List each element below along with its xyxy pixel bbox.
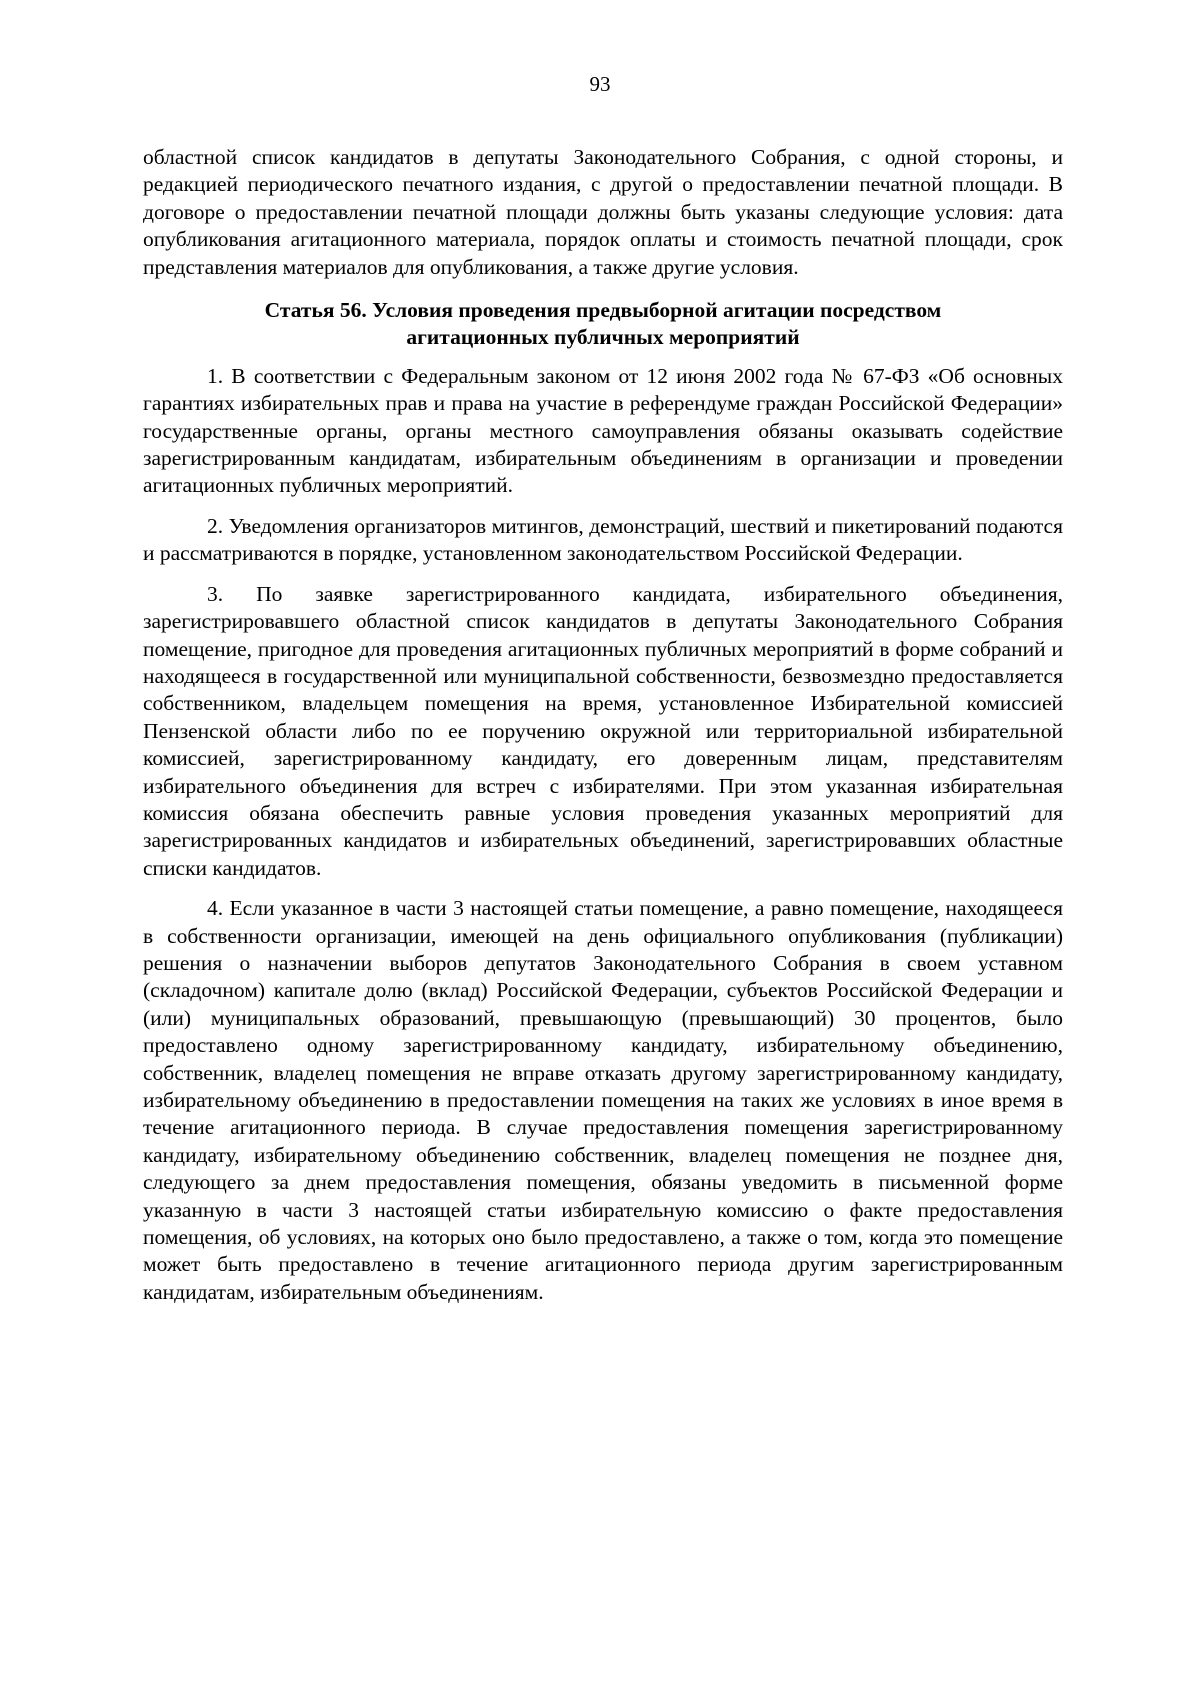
article-paragraph-1: 1. В соответствии с Федеральным законом от 12 июня 2002 года № 67-ФЗ «Об основных гарантиях избирательных прав и права на участие в референдуме граждан Российской Федерации» государственные органы, органы местного самоуправления обязаны оказывать содействие зарегистрированным кандидатам, избирательным объединениям в организации и проведении агитационных публичных мероприятий. bbox=[143, 363, 1063, 498]
document-body bbox=[143, 144, 1063, 1319]
article-paragraph-2: 2. Уведомления организаторов митингов, демонстраций, шествий и пикетирований подаются и рассматриваются в порядке, установленном законодательством Российской Федерации. bbox=[143, 513, 1063, 566]
article-heading-line-2: агитационных публичных мероприятий bbox=[406, 325, 800, 350]
article-heading-line-1: Статья 56. Условия проведения предвыборной агитации посредством bbox=[264, 298, 942, 323]
article-paragraph-4: 4. Если указанное в части 3 настоящей статьи помещение, а равно помещение, находящееся в собственности организации, имеющей на день официального опубликования (публикации) решения о назначении выборов депутатов Законодательного Собрания в своем уставном (складочном) капитале долю (вклад) Российской Федерации, субъектов Российской Федерации и (или) муниципальных образований, превышающую (превышающий) 30 процентов, было предоставлено одному зарегистрированному кандидату, избирательному объединению, собственник, владелец помещения не вправе отказать другому зарегистрированному кандидату, избирательному объединению в предоставлении помещения на таких же условиях в иное время в течение агитационного периода. В случае предоставления помещения зарегистрированному кандидату, избирательному объединению собственник, владелец помещения не позднее дня, следующего за днем предоставления помещения, обязаны уведомить в письменной форме указанную в части 3 настоящей статьи избирательную комиссию о факте предоставления помещения, об условиях, на которых оно было предоставлено, а также о том, когда это помещение может быть предоставлено в течение агитационного периода другим зарегистрированным кандидатам, избирательным объединениям. bbox=[143, 896, 1063, 1304]
continuation-paragraph: областной список кандидатов в депутаты Законодательного Собрания, с одной стороны, и редакцией периодического печатного издания, с другой о предоставлении печатной площади. В договоре о предоставлении печатной площади должны быть указаны следующие условия: дата опубликования агитационного материала, порядок оплаты и стоимость печатной площади, срок представления материалов для опубликования, а также другие условия. bbox=[143, 145, 1063, 279]
article-heading bbox=[143, 297, 1063, 352]
page-number: 93 bbox=[589, 72, 611, 96]
article-paragraph-3: 3. По заявке зарегистрированного кандидата, избирательного объединения, зарегистрировавшего областной список кандидатов в депутаты Законодательного Собрания помещение, пригодное для проведения агитационных публичных мероприятий в форме собраний и находящееся в государственной или муниципальной собственности, безвозмездно предоставляется собственником, владельцем помещения на время, установленное Избирательной комиссией Пензенской области либо по ее поручению окружной или территориальной избирательной комиссией, зарегистрированному кандидату, его доверенным лицам, представителям избирательного объединения для встреч с избирателями. При этом указанная избирательная комиссия обязана обеспечить равные условия проведения указанных мероприятий для зарегистрированных кандидатов и избирательных объединений, зарегистрировавших областные списки кандидатов. bbox=[143, 581, 1063, 880]
